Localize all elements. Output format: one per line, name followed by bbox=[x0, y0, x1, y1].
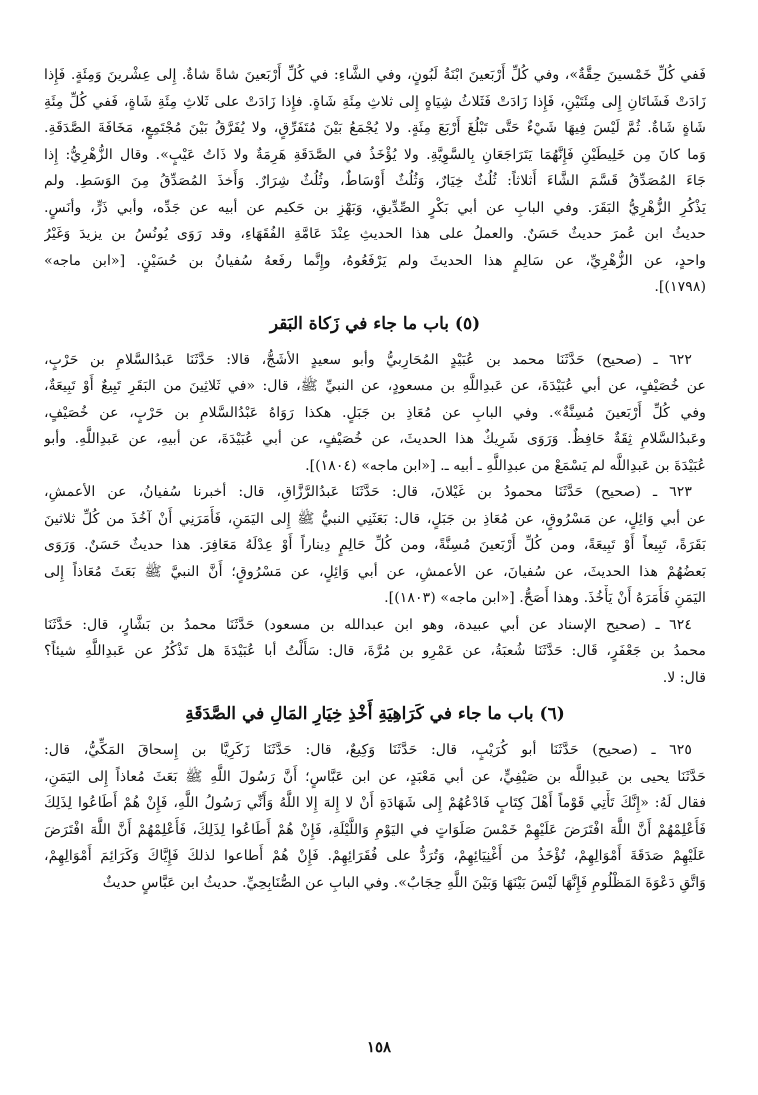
text-line: يَذْكُرِ الزُّهْرِيُّ البَقَرَ. وفي البابِ عن أبي بَكْرٍ الصِّدِّيقِ، وَبَهْزِ بن حَكيم عن أبيه عن جَدِّه، وأبي ذَرٍّ، وأنَسٍ. bbox=[44, 199, 706, 216]
text-line: وَما كانَ مِن خَلِيطَيْنِ فَإِنَّهُمَا يَتَرَاجَعَانِ بِالسَّوِيَّةِ. ولا يُؤْخَذُ في الصَّدَقَةِ هَرِمَةٌ ولا ذَاتُ عَيْبٍ». وقال الزُّهْرِيُّ: إِذا bbox=[44, 146, 706, 163]
text-line: شَاةٍ شَاةٌ. ثُمَّ لَيْسَ فِيهَا شَيْءٌ حَتَّى تَبْلُغَ أَرْبَعَ مِئَةٍ. ولا يُجْمَعُ بَيْنَ مُتَفَرِّقٍ، ولا يُفَرَّقُ بَيْنَ مُجْتَمِعٍ، مَخَافَةَ الصَّدَقَةِ. bbox=[44, 120, 706, 136]
text-line: (١٧٩٨)]. bbox=[654, 279, 706, 295]
text-line: ٦٢٥ ـ (صحيح) حَدَّثَنَا أبو كُرَيْبٍ، قال: حَدَّثَنَا وَكِيعٌ، قال: حَدَّثَنَا زَكَرِيَّا بن إِسحاقَ المَكِّيُّ، قال: bbox=[44, 742, 692, 758]
paragraph bbox=[44, 62, 706, 301]
paragraph bbox=[44, 479, 706, 612]
text-line: وعَبدُالسَّلامِ ثِقَةٌ حَافِظٌ. وَرَوَى شَرِيكٌ هذا الحديثَ، عن خُصَيْفٍ، عن أبي عُبَيْدَةَ، عن أبيهِ، عن عَبدِاللَّهِ. وأبو bbox=[44, 431, 706, 447]
text-line: وَاتَّقِ دَعْوَةَ المَظْلُومِ فَإِنَّهَا لَيْسَ بَيْنَهَا وَبَيْنَ اللَّهِ حِجَابٌ». وفي البابِ عن الصُّنَابِحِيِّ. حديثُ ابن عَبَّاسٍ حديثٌ bbox=[102, 874, 706, 891]
page-number: ١٥٨ bbox=[366, 1038, 392, 1056]
text-line: عُبَيْدَةَ بن عَبدِاللَّه لم يَسْمَعْ من عبدِاللَّهِ ـ أبيه ـ. [«ابن ماجه» (١٨٠٤)]. bbox=[305, 457, 706, 474]
text-line: بَعضُهُمْ هذا الحديثَ، عن سُفيانَ، عن الأعمشِ، عن أبي وَائِلٍ، عن مَسْرُوقٍ؛ أَنَّ النبيَّ ﷺ بَعَثَ مُعَاذاً إِلى bbox=[44, 563, 706, 580]
text-line: فَأَعْلِمْهُمْ أَنَّ اللَّهَ افْتَرَضَ عَلَيْهِمْ خَمْسَ صَلَوَاتٍ في اليَوْمِ وَاللَّيْلَةِ، فَإِنْ هُمْ أَطَاعُوا لِذَلِكَ، فَأَعْلِمْهُمْ أَنَّ اللَّهَ افْتَرَضَ bbox=[44, 821, 706, 838]
chapter-heading: (٦) باب ما جاء في كَرَاهِيَةِ أَخْذِ خِيَارِ المَالِ في الصَّدَقَةِ bbox=[185, 704, 565, 724]
text-line: فقال لَهُ: «إِنَّكَ تَأْتِي قَوْماً أَهْلَ كِتَابٍ فَادْعُهُمْ إِلى شَهَادَةِ أَنْ لا إِلهَ إِلا اللَّهُ وَأَنِّي رَسُولُ اللَّهِ، فَإِنْ هُمْ أَطَاعُوا لِذَلِكَ bbox=[44, 795, 706, 811]
page-content bbox=[44, 62, 706, 896]
text-line: حَدَّثَنَا يحيى بن عَبدِاللَّه بن صَيْفِيٍّ، عن أبي مَعْبَدٍ، عن ابن عَبَّاسٍ؛ أَنَّ رَسُولَ اللَّهِ ﷺ بَعَثَ مُعاذاً إِلى اليَمَنِ، bbox=[44, 768, 706, 785]
text-line: جَاءَ المُصَدِّقُ قَسَّمَ الشَّاءَ أَثلاثاً: ثُلُثٌ خِيَارٌ، وَثُلُثٌ أَوْسَاطٌ، وثُلُثٌ شِرَارٌ. وَأَخذَ المُصَدِّقُ مِنَ الوَسَطِ. ولم bbox=[44, 173, 706, 189]
text-line: اليَمَنِ فَأَمَرَهُ أَنْ يَأْخُذَ. وهذا أَصَحُّ. [«ابن ماجه» (١٨٠٣)]. bbox=[384, 590, 706, 606]
text-line: ٦٢٤ ـ (صحيح الإسناد عن أبي عبيدة، وهو ابن عبدالله بن مسعود) حَدَّثَنَا محمدُ بن بَشَّارٍ، قال: حَدَّثَنَا bbox=[44, 616, 692, 633]
text-line: بَقَرَةً، تَبِيعاً أَوْ تَبِيعَةً، ومن كُلِّ أَرْبَعينَ مُسِنَّةً، ومن كُلِّ حَالِمٍ دِيناراً أَوْ عِدْلَهُ مَعَافِرَ. هذا حديثٌ حَسَنٌ. وَرَوَى bbox=[44, 537, 706, 553]
text-line: واحدٍ، عن الزُّهْرِيِّ، عن سَالِمٍ هذا الحديثَ ولم يَرْفَعُوهُ، وإِنَّما رفَعهُ سُفيانُ بن حُسَيْنٍ. [«ابن ماجه» bbox=[44, 252, 706, 269]
text-line: فَفي كُلِّ خَمْسينَ حِقَّةٌ»، وفي كُلِّ أَرْبَعينَ ابْنَةُ لَبُونٍ، وفي الشَّاءِ: في كُلِّ أَرْبَعينَ شاةً شاةٌ. إِلى عِشْرينَ وَمِئَةٍ. فَإِذا bbox=[44, 67, 706, 83]
text-line: قال: لا. bbox=[662, 669, 706, 686]
text-line: عن أبي وَائِلٍ، عن مَسْرُوقٍ، عن مُعَاذِ بن جَبَلٍ، قال: بَعَثَنِي النبيُّ ﷺ إِلى اليَمَنِ، فَأَمَرَنِي أَنْ آخُذَ من كُلِّ ثلاثينَ bbox=[44, 510, 706, 527]
paragraph bbox=[44, 737, 706, 896]
text-line: زَادَتْ فَشَاتَانِ إِلى مِئَتَيْنِ، فَإِذا زَادَتْ فَثَلاثُ شِيَاهٍ إِلى ثلاثِ مِئَةِ شَاةٍ. فإِذا زَادَتْ على ثَلاثِ مِئَةِ شَاةٍ، فَفي كُلِّ مِئَةِ bbox=[44, 93, 706, 110]
chapter-heading: (٥) باب ما جاء في زَكاة البَقر bbox=[269, 313, 481, 334]
text-line: حديثُ ابن عُمرَ حديثٌ حَسَنٌ. والعملُ على هذا الحديثِ عِنْدَ عَامَّةِ الفُقَهَاءِ، وقد رَوَى يُونُسُ بن يزيدَ وَغَيْرُ bbox=[44, 226, 706, 242]
text-line: ٦٢٣ ـ (صحيح) حَدَّثَنَا محمودُ بن غَيْلانَ، قال: حَدَّثَنَا عَبدُالرَّزَّاقِ، قال: أخبرنا سُفيانُ، عن الأعمشِ، bbox=[44, 484, 692, 500]
text-line: ٦٢٢ ـ (صحيح) حَدَّثَنَا محمد بن عُبَيْدٍ المُحَارِبيُّ وأبو سعيدٍ الأشَجُّ، قالا: حَدَّثَنَا عَبدُالسَّلامِ بن حَرْبٍ، bbox=[44, 351, 692, 368]
paragraph bbox=[44, 612, 706, 692]
text-line: عن خُصَيْفٍ، عن أبي عُبَيْدَةَ، عن عَبدِاللَّهِ بن مسعودٍ، عن النبيِّ ﷺ، قال: «في ثَلاثِينَ من البَقَرِ تَبِيعٌ أَوْ تَبِيعَةٌ، bbox=[44, 378, 706, 394]
text-line: محمدُ بن جَعْفَرٍ، قَال: حَدَّثَنَا شُعبَةُ، عن عَمْرِو بن مُرَّةَ، قال: سَأَلْتُ أبا عُبَيْدَةَ هل تَذْكُرُ عن عَبدِاللَّهِ شيئاً؟ bbox=[44, 643, 706, 659]
paragraph bbox=[44, 347, 706, 480]
text-line: وفي كُلِّ أَرْبَعينَ مُسِنَّةٌ». وفي البابِ عن مُعَاذِ بن جَبَلٍ. هكذا رَوَاهُ عَبْدُالسَّلامِ بن حَرْبٍ، عن خُصَيْفٍ، bbox=[44, 404, 706, 421]
text-line: عَلَيْهِمْ صَدَقَةَ أَمْوَالِهِمْ، تُؤْخَذُ من أَغْنِيَائِهِمْ، وَتُرَدُّ على فُقَرَائِهِمْ. فَإِنْ هُمْ أَطاعوا لذلكَ فَإِيَّاكَ وَكَرَائِمَ أَمْوَالِهِمْ، bbox=[44, 848, 706, 864]
